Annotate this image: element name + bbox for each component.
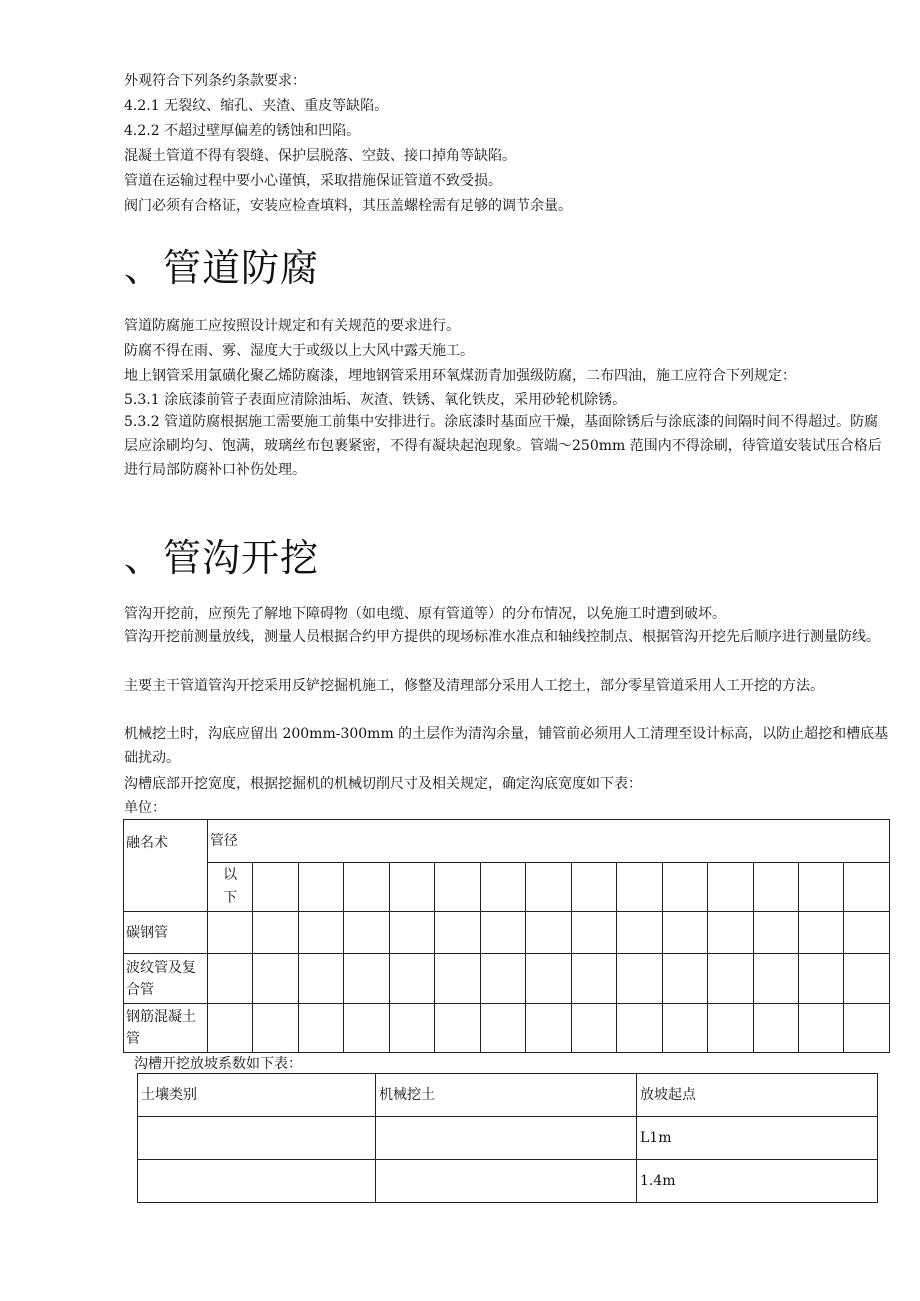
transport-text: 管道在运输过程中要小心谨慎，采取措施保证管道不致受损。: [124, 173, 502, 189]
row-label: 碳钢管: [124, 912, 208, 954]
cell: [138, 1117, 376, 1160]
corrosion-p2: 防腐不得在雨、雾、湿度大于或级以上大风中露天施工。: [124, 343, 474, 359]
cell: [138, 1160, 376, 1203]
header-slope-start: 放坡起点: [637, 1074, 878, 1117]
trench-p5: 沟槽底部开挖宽度，根据挖掘机的机械切削尺寸及相关规定，确定沟底宽度如下表：: [124, 776, 642, 792]
row-label: 波纹管及复合管: [124, 954, 208, 1004]
cell-slope-start: L1m: [637, 1117, 878, 1160]
trench-p1: 管沟开挖前，应预先了解地下障碍物（如电缆、原有管道等）的分布情况，以免施工时遭到破坏。: [124, 606, 726, 622]
corrosion-p1: 管道防腐施工应按照设计规定和有关规范的要求进行。: [124, 318, 460, 334]
slope-table: [137, 1073, 878, 1203]
concrete-text: 混凝土管道不得有裂缝、保护层脱落、空鼓、接口掉角等缺陷。: [124, 148, 516, 164]
corrosion-p5: 5.3.2 管道防腐根据施工需要施工前集中安排进行。涂底漆时基面应干燥，基面除锈后与涂底漆的间隔时间不得超过。防腐层应涂刷均匀、饱满，玻璃丝布包裹紧密，不得有凝块起泡现象。管端～250mm 范围内不得涂刷，待管道安装试压合格后进行局部防腐补口补伤处理。: [124, 414, 882, 478]
intro-text: 外观符合下列条约条款要求：: [124, 73, 306, 89]
item-4-2-2: 4.2.2 不超过壁厚偏差的锈蚀和凹陷。: [124, 123, 361, 139]
pipe-diameter-header: 管径: [207, 820, 889, 863]
corrosion-p3: 地上钢管采用氯磺化聚乙烯防腐漆，埋地钢管采用环氧煤沥青加强级防腐，二布四油，施工应符合下列规定：: [124, 368, 796, 384]
item-4-2-1: 4.2.1 无裂纹、缩孔、夹渣、重皮等缺陷。: [124, 98, 389, 114]
trench-width-table: [123, 819, 890, 1053]
table-header-label: 融名术: [124, 820, 208, 912]
table-row: [138, 1160, 878, 1203]
valve-text: 阀门必须有合格证，安装应检查填料，其压盖螺栓需有足够的调节余量。: [124, 198, 572, 214]
trench-heading: 、管沟开挖: [124, 536, 320, 580]
below-label: 以下: [223, 867, 238, 906]
slope-caption: 沟槽开挖放坡系数如下表：: [134, 1056, 302, 1072]
table-header-row: [138, 1074, 878, 1117]
trench-p2: 管沟开挖前测量放线，测量人员根据合约甲方提供的现场标准水准点和轴线控制点、根据管沟开挖先后顺序进行测量防线。: [124, 629, 880, 645]
table-row: [124, 912, 890, 954]
table-row: [124, 954, 890, 1004]
trench-p3: 主要主干管道管沟开挖采用反铲挖掘机施工，修整及清理部分采用人工挖土，部分零星管道采用人工开挖的方法。: [124, 678, 824, 694]
cell-slope-start: 1.4m: [637, 1160, 878, 1203]
header-soil-type: 土壤类别: [138, 1074, 376, 1117]
table-row: [138, 1117, 878, 1160]
corrosion-p4: 5.3.1 涂底漆前管子表面应清除油垢、灰渣、铁锈、氧化铁皮，采用砂轮机除锈。: [124, 392, 627, 408]
cell: [376, 1160, 637, 1203]
unit-label: 单位：: [124, 800, 166, 816]
row-label: 钢筋混凝土管: [124, 1004, 208, 1053]
corrosion-heading: 、管道防腐: [124, 246, 320, 290]
cell: [376, 1117, 637, 1160]
header-machine-excavation: 机械挖土: [376, 1074, 637, 1117]
table-row: [124, 1004, 890, 1053]
trench-p4: 机械挖土时，沟底应留出 200mm-300mm 的土层作为清沟余量，铺管前必须用人工清理至设计标高，以防止超挖和槽底基础扰动。: [124, 726, 889, 766]
